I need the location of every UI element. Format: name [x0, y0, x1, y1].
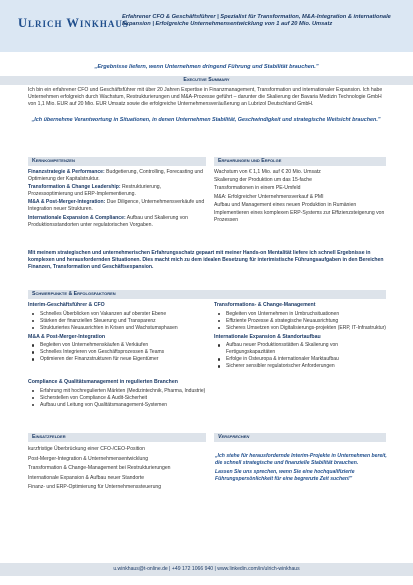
competencies-list: [28, 169, 206, 230]
competency-item: Finanzstrategie & Performance: Budgetierung, Controlling, Forecasting und Optimierung der Kapitalstruktur.: [28, 169, 203, 182]
list-item: Sicheres Umsetzen von Digitalisierungs-projekten (ERP, IT-Infrastruktur): [214, 325, 386, 332]
area-item: Post-Merger-Integration & Unternehmensentwicklung: [28, 455, 149, 462]
contact-footer[interactable]: u.winkhaus@t-online.de | +49 172 1066 940 | www.linkedin.com/in/ulrich-winkhaus: [0, 563, 413, 576]
list-item: Schnelles Integrieren von Geschäftsprozessen & Teams: [28, 349, 206, 356]
result-item: Wachstum von € 1,1 Mio. auf € 20 Mio. Umsatz: [214, 169, 321, 175]
result-item: Implementieren eines komplexen ERP-Systems zur Effizienzsteigerung von Prozessen: [214, 209, 385, 223]
focus-left: [28, 302, 206, 365]
list-item: Aufbau und Leitung von Qualitätsmanagement-Systemen: [28, 402, 386, 409]
result-item: Aufbau und Management eines neuen Produktion in Rumänien: [214, 201, 357, 208]
list-item: Effiziente Prozesse & strategische Neuausrichtung: [214, 318, 386, 325]
tagline: Erfahrener CFO & Geschäftsführer | Spezialist für Transformation, M&A-Integration & internationale Expansion | Erfolgreiche Unternehmensentwicklung von 1 auf 20 Mio. Umsatz: [122, 14, 391, 27]
result-item: M&A: Erfolgreicher Unternehmensverkauf & PMI: [214, 193, 324, 200]
mid-statement: Mit meinem strategischen und unternehmerischen Erfahrungsschatz gepaart mit meiner Hands-on Mentalität liefere ich schnell Ergebnisse in komplexen und herausfordernden Situationen. Dies macht mich zu dem idealen Besetzung für interimistische Führungsaufgaben in den Bereichen Finanzen, Transformation und Geschäftsexpansion.: [28, 250, 384, 270]
list-item: Schnelles Überblicken von Vakanzen auf oberster Ebene: [28, 311, 206, 318]
list-item: Begleiten von Unternehmenskäufen & Verkäufen: [28, 342, 206, 349]
area-item: Finanz- und ERP-Optimierung für Unternehmenssteuerung: [28, 484, 162, 490]
header-band: [0, 0, 413, 52]
summary-header: Executive Summary: [0, 76, 413, 85]
list-item: Erfahrung mit hochregulierten Märkten (Medizintechnik, Pharma, Industrie): [28, 388, 386, 395]
list-item: Erfolge in Osteuropa & internationaler Marktaufbau: [214, 356, 386, 363]
competency-item: Transformation & Change Leadership: Restrukturierung, Prozessoptimierung und ERP-Implementierung.: [28, 184, 162, 198]
focus-subhead: Compliance & Qualitätsmanagement in regulierten Branchen: [28, 379, 178, 385]
area-item: Internationale Expansion & Aufbau neuer Standorte: [28, 474, 145, 481]
list-item: Stärken der finanziellen Steuerung und Transparenz: [28, 318, 206, 325]
focus-subhead: Interim-Geschäftsführer & CFO: [28, 302, 105, 308]
summary-text: Ich bin ein erfahrener CFO und Geschäftsführer mit über 20 Jahren Expertise in Finanzmanagement, Transformation und internationaler Expansion. Ich habe Unternehmen erfolgreich durch Wachstum, Restrukturierungen und M&A-Prozesse geführt – darunter die Skalierung der Bavaria Medizin Technologie GmbH von 1,1 Mio. EUR auf 20 Mio. EUR Umsatz sowie die erfolgreiche Unternehmensveräußerung an Lubrizol Deutschland GmbH.: [28, 87, 383, 108]
list-item: Optimieren der Finanzstrukturen für neue Eigentümer: [28, 356, 206, 363]
top-quote: „Ergebnisse liefern, wenn Unternehmen dringend Führung und Stabilität brauchen.": [94, 64, 319, 70]
results-list: [214, 169, 386, 225]
list-item: Aufbau neuer Produktionsstätten & Skalierung von Fertigungskapazitäten: [214, 342, 386, 356]
area-item: Transformation & Change-Management bei Restrukturierungen: [28, 465, 171, 471]
focus-bottom: [28, 379, 386, 411]
list-item: Begleiten von Unternehmen in Umbruchsituationen: [214, 311, 386, 318]
areas-header: Einsatzfelder: [28, 433, 206, 442]
focus-right: [214, 302, 386, 372]
competency-item: M&A & Post-Merger-Integration: Due Diligence, Unternehmensverkäufe und Integration neuer Strukturen.: [28, 199, 205, 213]
logo: Ulrich Winkhaus: [18, 16, 129, 30]
area-item: kurzfristige Überbrückung einer CFO-/CEO-Position: [28, 446, 145, 452]
result-item: Skalierung der Produktion um das 15-fache: [214, 177, 312, 184]
list-item: Sicherstellen von Compliance & Audit-Sicherheit: [28, 395, 386, 402]
focus-subhead: M&A & Post-Merger-Integration: [28, 333, 106, 340]
summary-quote: „Ich übernehme Verantwortung in Situationen, in denen Unternehmen Stabilität, Geschwindigkeit und strategische Weitsicht brauchen.": [31, 117, 381, 123]
focus-subhead: Internationale Expansion & Standortaufbau: [214, 333, 321, 340]
list-item: Sicherer sensibler regulatorischer Anforderungen: [214, 363, 386, 370]
results-header: Erfahrungen und Erfolge: [214, 157, 386, 166]
promise-paragraph: „Ich stehe für herausfordernde Interim-Projekte in Unternehmen bereit, die schnell strategische und finanzielle Stabilität brauchen.: [215, 453, 387, 466]
promise-text: [215, 453, 390, 485]
result-item: Transformationen in einem PE-Umfeld: [214, 185, 301, 192]
focus-subhead: Transformations- & Change-Management: [214, 302, 316, 308]
competencies-header: Kernkompetenzen: [28, 157, 206, 166]
competency-item: Internationale Expansion & Compliance: Aufbau und Skalierung von Produktionsstandorten unter regulatorischen Vorgaben.: [28, 214, 188, 228]
promise-paragraph: Lassen Sie uns sprechen, wenn Sie eine hochqualifizierte Führungspersönlichkeit für eine begrenzte Zeit suchen!": [215, 469, 355, 482]
list-item: Strukturiertes Neuausrichten in Krisen und Wachstumsphasen: [28, 325, 206, 332]
focus-header: Schwerpunkte & Erfolgsfaktoren: [28, 290, 386, 299]
areas-list: [28, 445, 206, 493]
promise-header: Versprechen: [214, 433, 386, 442]
